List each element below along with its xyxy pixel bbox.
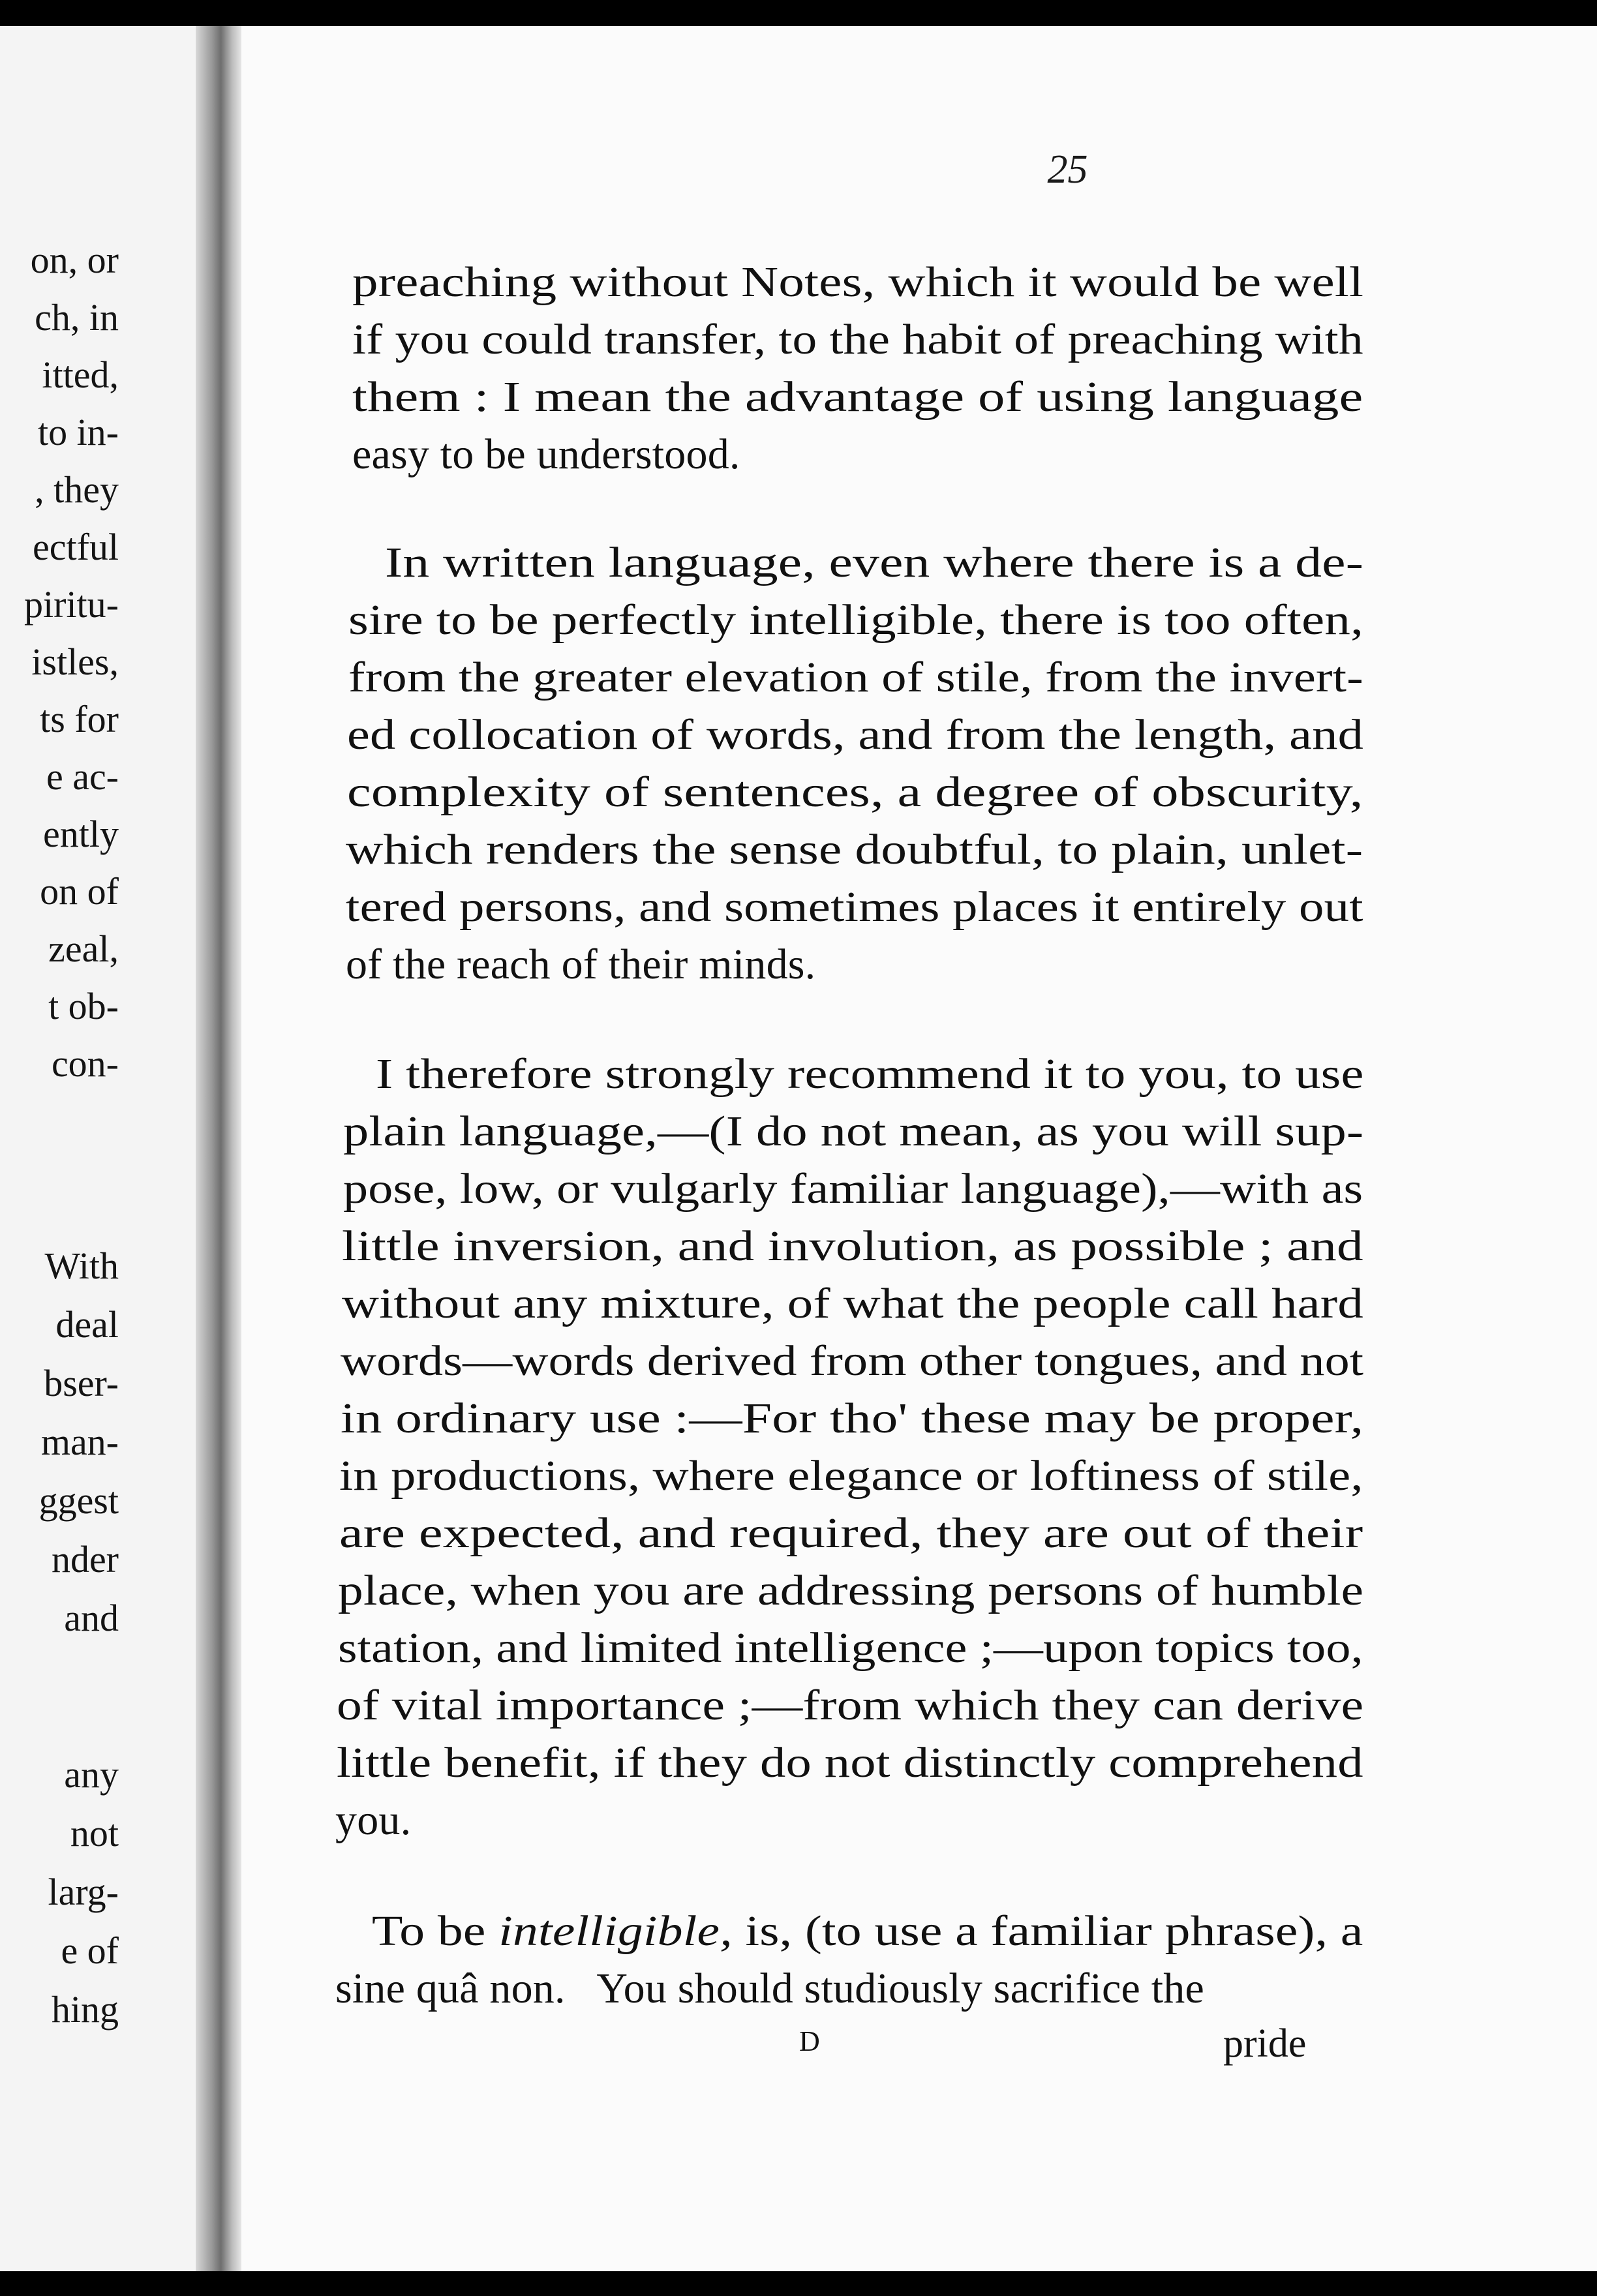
text-line: In written language, even where there is a de- (385, 539, 1364, 586)
facing-line: ently (43, 813, 119, 855)
facing-line: hing (51, 1988, 119, 2031)
page-number: 25 (1047, 147, 1088, 192)
text-line: from the greater elevation of stile, from the invert- (348, 654, 1363, 701)
book-gutter (196, 26, 241, 2271)
text-line (372, 1907, 1363, 1955)
text-line: you. (335, 1796, 412, 1844)
facing-line: larg- (48, 1871, 119, 1913)
facing-line: ectful (32, 526, 119, 568)
text-run: To be (372, 1907, 499, 1955)
text-line: are expected, and required, they are out of their (339, 1509, 1363, 1557)
text-line: of the reach of their minds. (346, 941, 816, 988)
facing-line: e of (61, 1929, 119, 1972)
facing-line: ch, in (35, 296, 119, 339)
text-line: station, and limited intelligence ;—upon topics too, (338, 1624, 1363, 1672)
text-line: easy to be understood. (352, 430, 740, 478)
signature-mark: D (799, 2025, 820, 2057)
text-line: pose, low, or vulgarly familiar language),—with as (343, 1165, 1363, 1213)
text-line: I therefore strongly recommend it to you, to use (376, 1050, 1364, 1098)
facing-line: deal (55, 1303, 119, 1346)
scan-border-top (0, 0, 1597, 26)
text-line: place, when you are addressing persons of humble (338, 1567, 1364, 1614)
text-run: is, (to use a familiar phrase), a (732, 1907, 1363, 1955)
facing-line: on, or (30, 239, 119, 281)
facing-line: With (44, 1245, 119, 1287)
text-line: sire to be perfectly intelligible, there is too often, (348, 596, 1364, 644)
text-line: plain language,—(I do not mean, as you will sup- (343, 1108, 1364, 1155)
facing-line: bser- (44, 1362, 119, 1404)
facing-line: , they (35, 468, 119, 511)
facing-line: not (70, 1812, 119, 1854)
text-line: little inversion, and involution, as possible ; and (342, 1222, 1363, 1270)
facing-line: ts for (40, 698, 119, 740)
facing-line: any (64, 1753, 119, 1796)
text-line: without any mixture, of what the people call hard (342, 1280, 1363, 1327)
text-line: ed collocation of words, and from the length, and (347, 711, 1364, 759)
facing-line: ggest (38, 1479, 119, 1522)
text-line: in productions, where elegance or loftiness of stile, (339, 1452, 1363, 1500)
facing-line: piritu- (24, 583, 119, 626)
emphasis-text: intelligible, (498, 1907, 733, 1955)
facing-line: istles, (31, 641, 119, 683)
text-line: sine quâ non. You should studiously sacrifice the (335, 1965, 1204, 2012)
text-line: complexity of sentences, a degree of obscurity, (347, 768, 1363, 816)
text-line: in ordinary use :—For tho' these may be proper, (341, 1395, 1364, 1442)
facing-line: t ob- (48, 985, 119, 1027)
book-page (241, 26, 1597, 2271)
facing-line: on of (40, 870, 119, 913)
facing-line: zeal, (48, 928, 119, 970)
text-line: of vital importance ;—from which they can derive (337, 1682, 1364, 1729)
facing-line: con- (51, 1042, 119, 1085)
facing-line: itted, (42, 354, 119, 396)
text-line: preaching without Notes, which it would be well (352, 258, 1364, 306)
facing-line: e ac- (46, 755, 119, 798)
text-line: if you could transfer, to the habit of preaching with (352, 316, 1363, 363)
facing-line: nder (51, 1538, 119, 1580)
facing-line: man- (40, 1421, 119, 1463)
text-line: them : I mean the advantage of using language (352, 373, 1363, 421)
scan-border-bottom (0, 2271, 1597, 2296)
facing-line: and (64, 1597, 119, 1639)
text-line: little benefit, if they do not distinctly comprehend (337, 1739, 1363, 1787)
text-line: words—words derived from other tongues, and not (341, 1337, 1364, 1385)
text-line: tered persons, and sometimes places it entirely out (346, 883, 1363, 931)
text-line: which renders the sense doubtful, to plain, unlet- (346, 826, 1363, 873)
facing-line: to in- (37, 411, 119, 453)
catchword: pride (1223, 2021, 1307, 2066)
